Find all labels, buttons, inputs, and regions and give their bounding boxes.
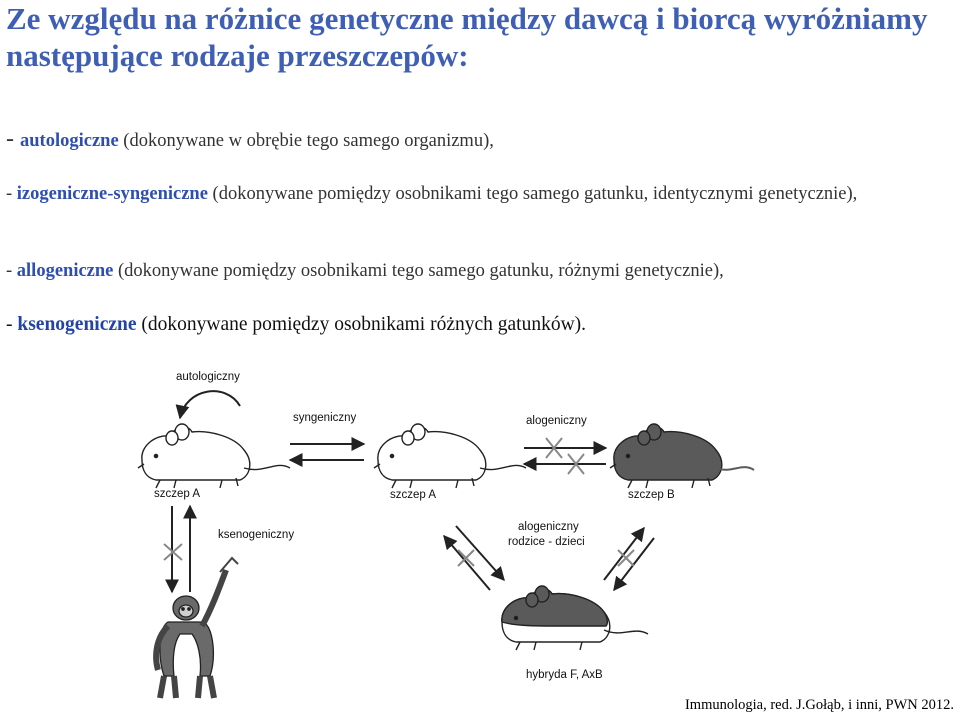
item-dash: -: [6, 314, 18, 335]
item-term: allogeniczne: [16, 261, 114, 281]
arrow-icon: [456, 526, 504, 580]
label-allogeneic: alogeniczny: [526, 415, 587, 427]
hybrid-mouse-icon: [502, 586, 648, 650]
item-description: (dokonywane pomiędzy osobnikami tego samego gatunku, identycznymi genetycznie),: [207, 184, 858, 204]
list-item-allogeneic: [6, 258, 951, 284]
transplant-diagram: [128, 358, 768, 714]
item-dash: -: [6, 261, 17, 281]
item-term: autologiczne: [20, 131, 119, 151]
item-dash: -: [6, 184, 17, 204]
label-syngeneic: syngeniczny: [293, 412, 357, 424]
label-allo-parents-line1: alogeniczny: [518, 521, 579, 533]
list-item-autologous: [6, 126, 951, 154]
arrow-icon: [444, 536, 490, 590]
label-autologous: autologiczny: [176, 371, 240, 383]
arrow-icon: [604, 528, 644, 580]
dark-mouse-icon: [610, 424, 754, 488]
label-allo-parents-line2: rodzice - dzieci: [508, 536, 585, 548]
monkey-icon: [156, 558, 238, 698]
white-mouse-icon: [374, 424, 526, 488]
item-description: (dokonywane w obrębie tego samego organizmu),: [118, 131, 494, 151]
item-dash: -: [6, 126, 20, 152]
page-title: Ze względu na różnice genetyczne między dawcą i biorcą wyróżniamy następujące rodzaje przeszczepów:: [6, 1, 928, 73]
cross-icon: [458, 550, 474, 566]
item-description: (dokonywane pomiędzy osobnikami tego samego gatunku, różnymi genetycznie),: [113, 261, 724, 281]
circular-arrow-icon: [180, 391, 240, 418]
item-term: izogeniczne-syngeniczne: [16, 184, 208, 204]
label-hybrid: hybryda F, AxB: [526, 669, 603, 681]
white-mouse-icon: [138, 424, 290, 488]
source-credit: Immunologia, red. J.Gołąb, i inni, PWN 2012.: [684, 697, 954, 713]
label-strain-a: szczep A: [154, 488, 201, 500]
list-item-xenogeneic: [6, 312, 951, 338]
item-description: (dokonywane pomiędzy osobnikami różnych gatunków).: [136, 314, 587, 335]
label-xenogeneic: ksenogeniczny: [218, 529, 295, 541]
list-item-syngeneic: [6, 181, 951, 207]
label-strain-a-second: szczep A: [390, 489, 437, 501]
label-strain-b: szczep B: [628, 489, 675, 501]
item-term: ksenogeniczne: [17, 314, 137, 335]
